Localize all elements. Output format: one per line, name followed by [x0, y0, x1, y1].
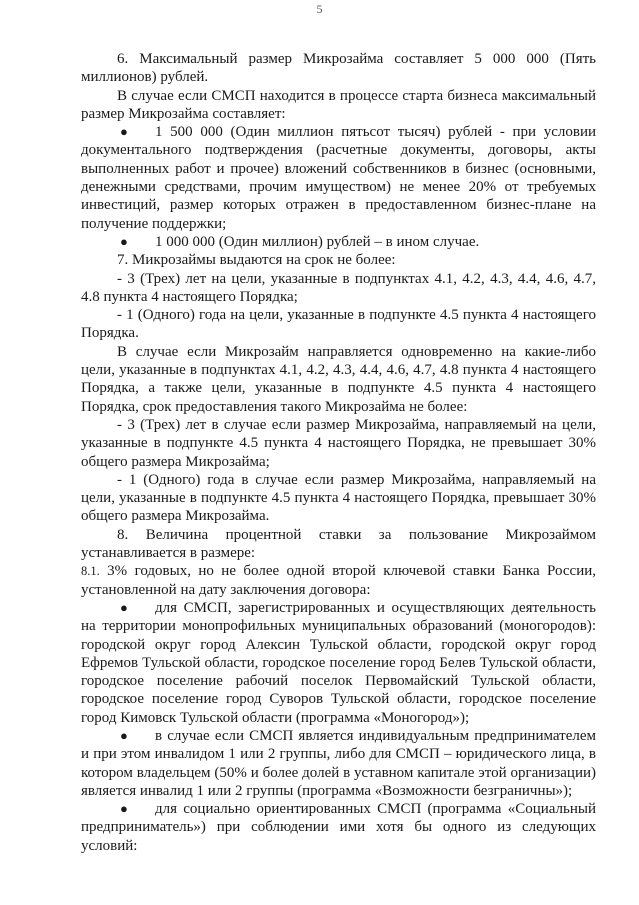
- bullet-icon: ●: [120, 599, 128, 615]
- paragraph: - 3 (Трех) лет в случае если размер Микрозайма, направляемый на цели, указанные в подпункте 4.5 пункта 4 настоящего Порядка, не превышает 30% общего размера Микрозайма;: [81, 416, 596, 470]
- paragraph-text: 1 000 000 (Один миллион) рублей – в ином случае.: [155, 233, 480, 250]
- paragraph: В случае если Микрозайм направляется одновременно на какие-либо цели, указанные в подпунктах 4.1, 4.2, 4.3, 4.4, 4.6, 4.7, 4.8 пункта 4 настоящего Порядка, а также цели, указанные в подпункте 4.5 пункта 4 настоящего Порядка, срок предоставления такого Микрозайма не более:: [81, 343, 596, 415]
- bullet-icon: ●: [120, 233, 128, 249]
- paragraph: 7. Микрозаймы выдаются на срок не более:: [117, 252, 396, 269]
- paragraph: - 1 (Одного) года на цели, указанные в подпункте 4.5 пункта 4 настоящего Порядка.: [81, 307, 596, 342]
- paragraph: - 1 (Одного) года в случае если размер Микрозайма, направляемый на цели, указанные в подпункте 4.5 пункта 4 настоящего Порядка, превышает 30% общего размера Микрозайма.: [81, 471, 596, 525]
- bullet-paragraph: [81, 599, 596, 727]
- paragraph-text: для социально ориентированных СМСП (программа «Социальный предприниматель») при соблюдении ими хотя бы одного из следующих условий:: [81, 801, 596, 854]
- bullet-icon: ●: [120, 124, 128, 140]
- paragraph: 6. Максимальный размер Микрозайма составляет 5 000 000 (Пять миллионов) рублей.: [81, 51, 596, 86]
- bullet-paragraph: [81, 123, 596, 233]
- bullet-paragraph: [81, 233, 596, 251]
- bullet-paragraph: [81, 800, 596, 855]
- bullet-icon: ●: [120, 801, 128, 817]
- page-number: 5: [316, 2, 323, 16]
- paragraph-text: 1 500 000 (Один миллион пятьсот тысяч) рублей - при условии документального подтверждения (расчетные документы, договоры, акты выполненных работ и прочее) вложений собственников в бизнес (основными, денежными средствами, прочим имуществом) не менее 20% от требуемых инвестиций, размер которых отражен в предоставленном бизнес-плане на получение поддержки;: [81, 124, 596, 232]
- document-body: [81, 50, 596, 855]
- paragraph-text: 3% годовых, но не более одной второй ключевой ставки Банка России, установленной на дату заключения договора:: [81, 563, 596, 598]
- paragraph: - 3 (Трех) лет на цели, указанные в подпунктах 4.1, 4.2, 4.3, 4.4, 4.6, 4.7, 4.8 пункта 4 настоящего Порядка;: [81, 270, 596, 305]
- paragraph: 8. Величина процентной ставки за пользование Микрозаймом устанавливается в размере:: [81, 526, 596, 562]
- clause-number: 8.1.: [81, 564, 100, 579]
- bullet-paragraph: [81, 727, 596, 800]
- bullet-icon: ●: [120, 727, 128, 743]
- paragraph-text: для СМСП, зарегистрированных и осуществляющих деятельность на территории монопрофильных муниципальных образований (моногородов): городской округ город Алексин Тульской области, городской округ город Ефремов Тульской области, городское поселение город Белев Тульской области, городское поселение рабочий поселок Первомайский Тульской области, городское поселение город Суворов Тульской области, городское поселение город Кимовск Тульской области (программа «Моногород»);: [81, 599, 596, 726]
- paragraph-text: в случае если СМСП является индивидуальным предпринимателем и при этом инвалидом 1 или 2 группы, либо для СМСП – юридического лица, в котором владельцем (50% и более долей в уставном капитале этой организации) является инвалид 1 или 2 группы (программа «Возможности безграничны»);: [81, 727, 596, 799]
- numbered-paragraph: [81, 562, 596, 599]
- paragraph: В случае если СМСП находится в процессе старта бизнеса максимальный размер Микрозайма составляет:: [81, 87, 596, 122]
